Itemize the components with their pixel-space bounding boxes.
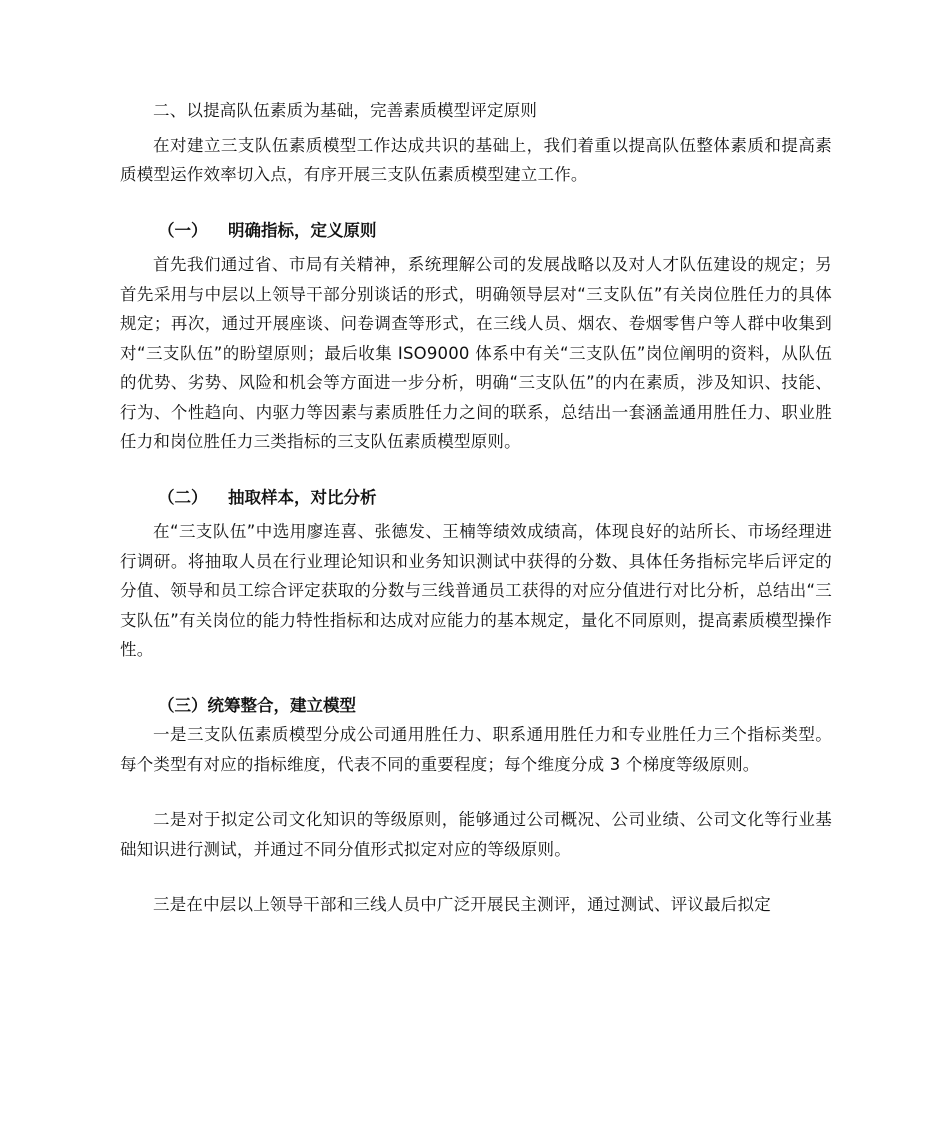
spacer bbox=[120, 779, 832, 805]
subsection-2-body: 在“三支队伍”中选用廖连喜、张德发、王楠等绩效成绩高，体现良好的站所长、市场经理进行调研。将抽取人员在行业理论知识和业务知识测试中获得的分数、具体任务指标完毕后评定的分值、领导和员工综合评定获取的分数与三线普通员工获得的对应分值进行对比分析，总结出“三支队伍”有关岗位的能力特性指标和达成对应能力的基本规定，量化不同原则，提高素质模型操作性。 bbox=[120, 522, 832, 659]
subsection-3-heading: （三）统筹整合，建立模型 bbox=[158, 695, 356, 715]
subsection-1-body: 首先我们通过省、市局有关精神，系统理解公司的发展战略以及对人才队伍建设的规定；另首先采用与中层以上领导干部分别谈话的形式，明确领导层对“三支队伍”有关岗位胜任力的具体规定；再次，通过开展座谈、问卷调查等形式，在三线人员、烟农、卷烟零售户等人群中收集到对“三支队伍”的盼望原则；最后收集 ISO9000 体系中有关“三支队伍”岗位阐明的资料，从队伍的优势、劣势、风险和机会等方面进一步分析，明确“三支队伍”的内在素质，涉及知识、技能、行为、个性趋向、内驱力等因素与素质胜任力之间的联系，总结出一套涵盖通用胜任力、职业胜任力和岗位胜任力三类指标的三支队伍素质模型原则。 bbox=[120, 255, 832, 451]
subsection-3-paragraph-1: 一是三支队伍素质模型分成公司通用胜任力、职系通用胜任力和专业胜任力三个指标类型。每个类型有对应的指标维度，代表不同的重要程度；每个维度分成 3 个梯度等级原则。 bbox=[120, 725, 832, 774]
document-page bbox=[120, 96, 832, 920]
subsection-3-paragraph-3: 三是在中层以上领导干部和三线人员中广泛开展民主测评，通过测试、评议最后拟定 bbox=[153, 895, 771, 914]
subsection-2-number: （二） bbox=[158, 487, 208, 507]
subsection-1-title: 明确指标，定义原则 bbox=[228, 220, 377, 240]
spacer bbox=[120, 864, 832, 890]
spacer bbox=[120, 190, 832, 216]
subsection-2-heading bbox=[120, 483, 832, 513]
spacer bbox=[120, 665, 832, 691]
subsection-2-title: 抽取样本，对比分析 bbox=[228, 487, 377, 507]
spacer bbox=[120, 457, 832, 483]
subsection-1-number: （一） bbox=[158, 220, 208, 240]
section-title: 二、以提高队伍素质为基础，完善素质模型评定原则 bbox=[153, 101, 538, 120]
intro-paragraph: 在对建立三支队伍素质模型工作达成共识的基础上，我们着重以提高队伍整体素质和提高素质模型运作效率切入点，有序开展三支队伍素质模型建立工作。 bbox=[120, 135, 832, 184]
subsection-3-paragraph-2: 二是对于拟定公司文化知识的等级原则，能够通过公司概况、公司业绩、公司文化等行业基础知识进行测试，并通过不同分值形式拟定对应的等级原则。 bbox=[120, 810, 832, 859]
subsection-1-heading bbox=[120, 216, 832, 246]
